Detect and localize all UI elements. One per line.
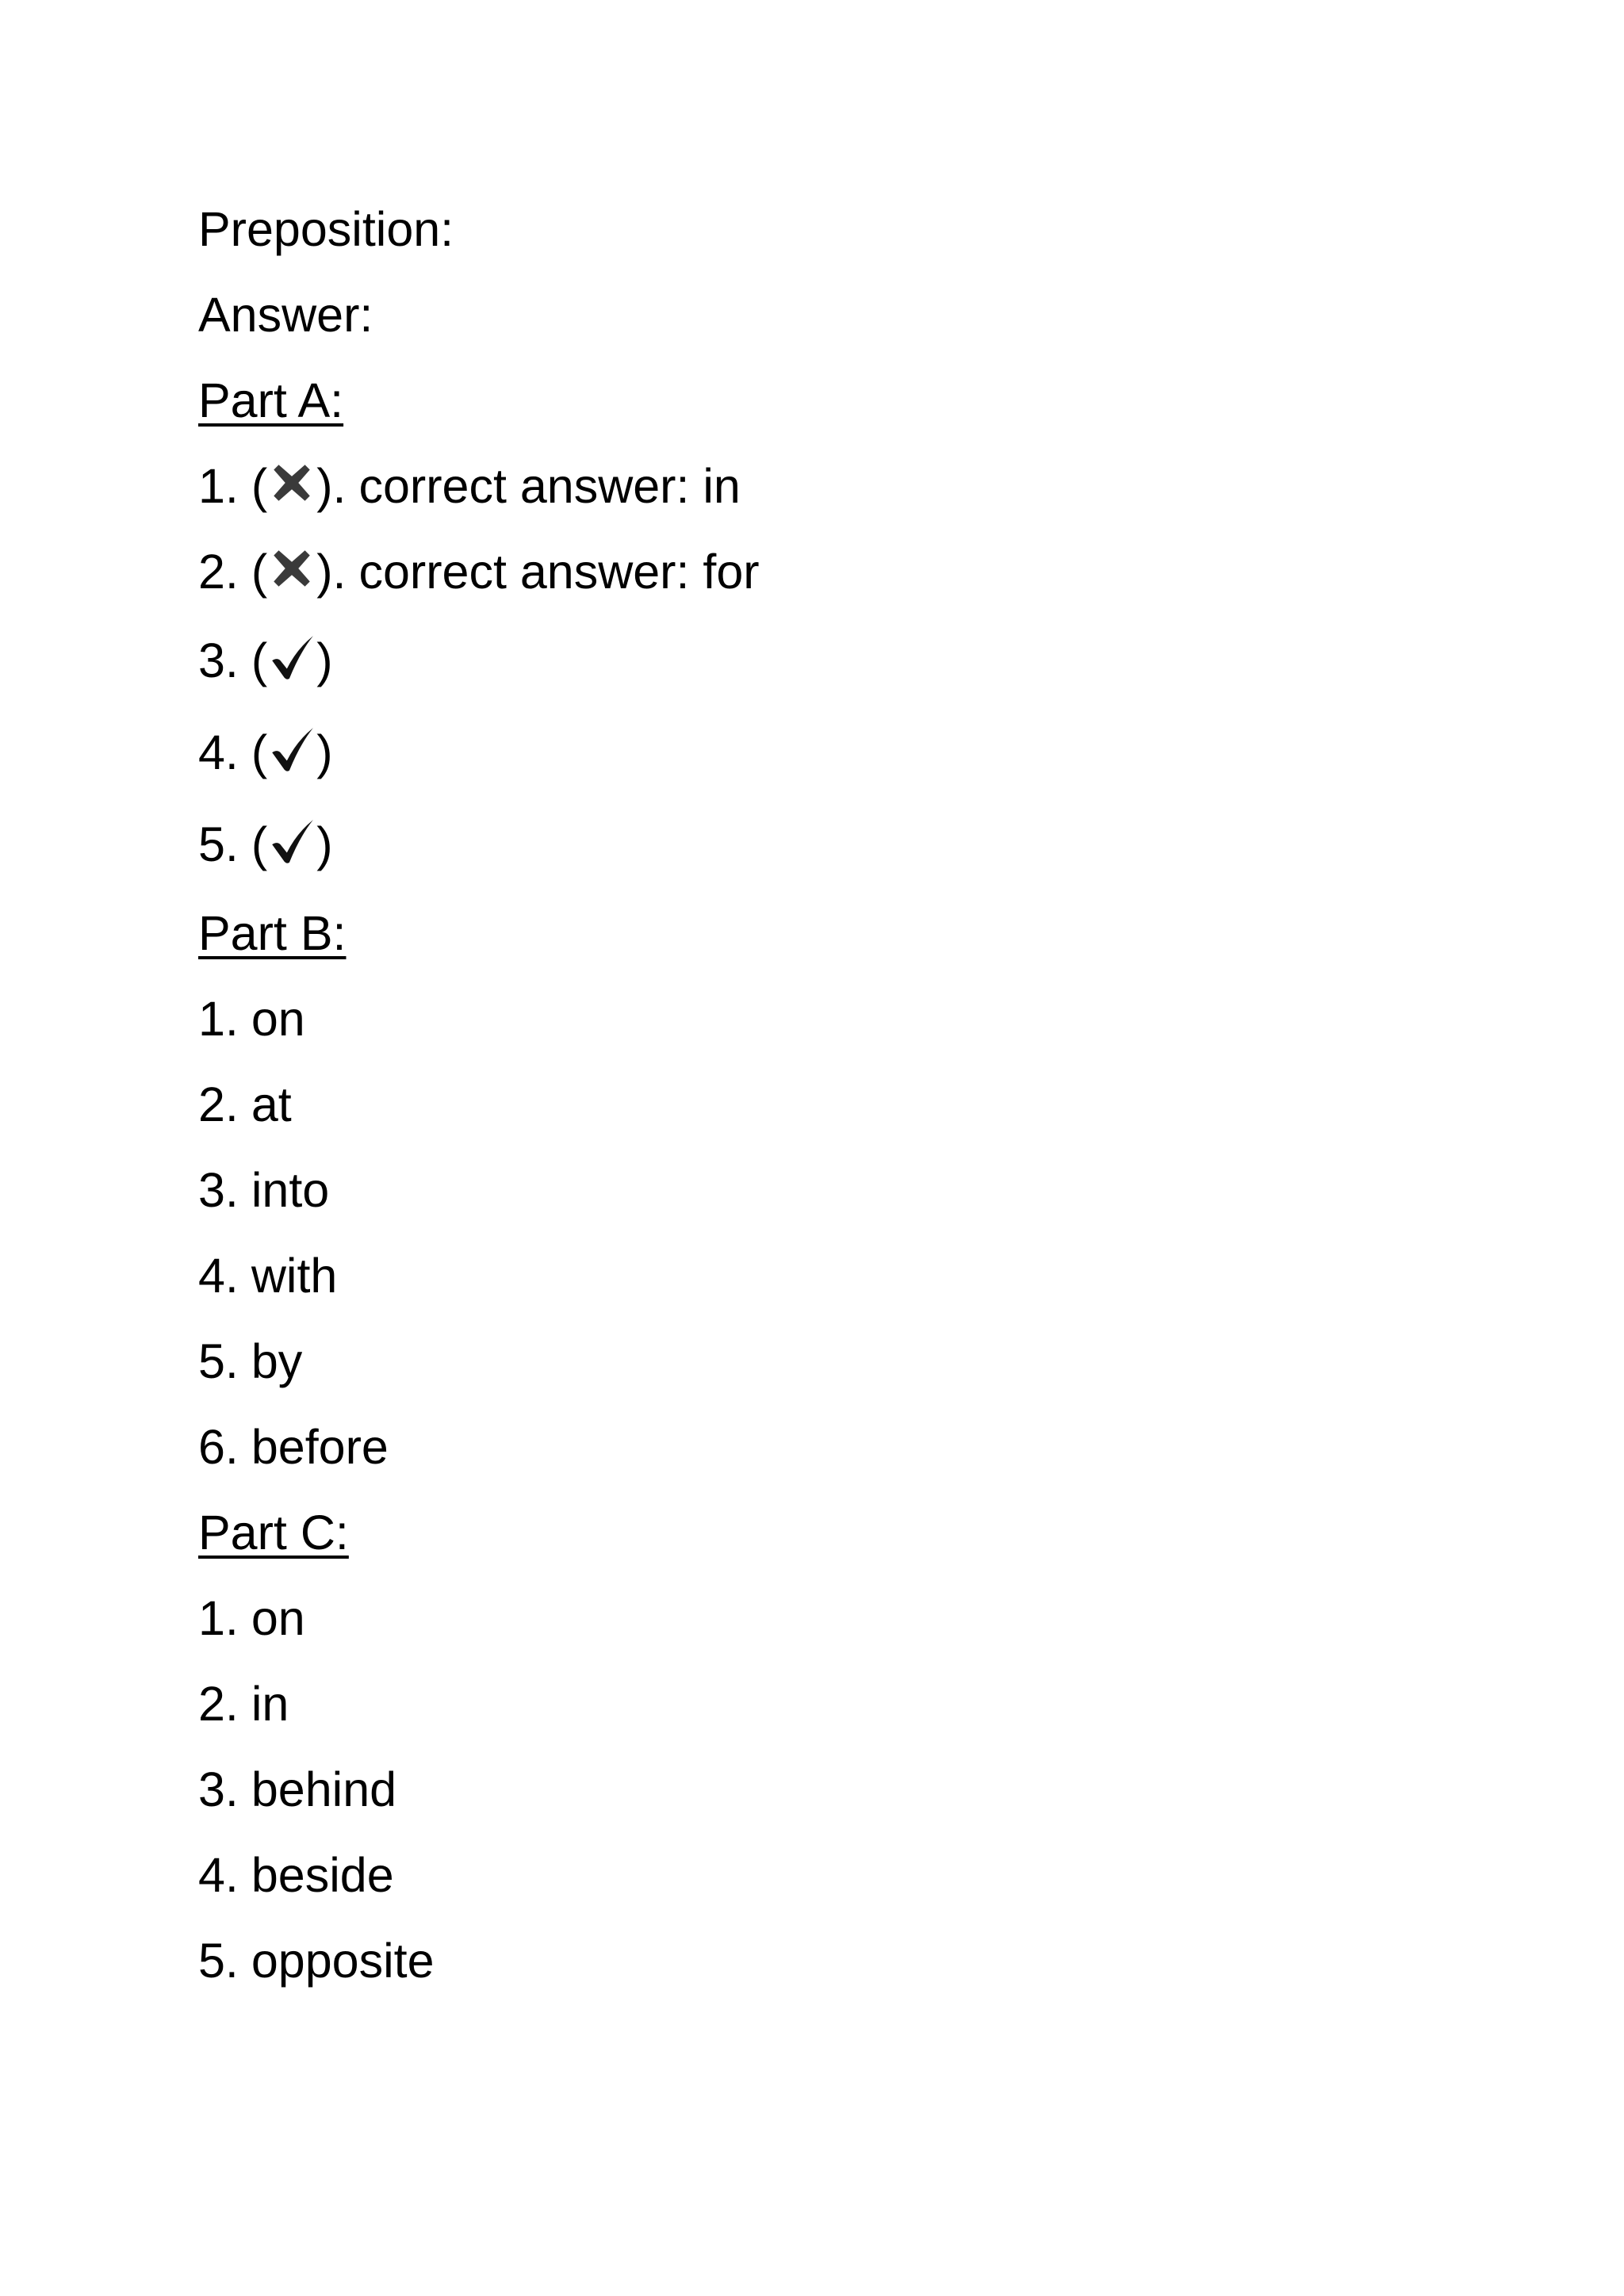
part-c-heading [198,1490,760,1575]
answer-text: on [251,1591,305,1645]
item-number: 6. [198,1420,239,1474]
item-number: 1. [198,992,239,1046]
item-number: 3. [198,1762,239,1816]
part-a-item [198,706,760,798]
item-number: 1. [198,459,239,513]
part-b-heading [198,890,760,976]
part-b-item [198,1147,760,1233]
part-c-item [198,1832,760,1918]
answer-text: with [251,1249,338,1303]
answer-label-text: Answer: [198,288,373,342]
part-b-item [198,1233,760,1318]
item-number: 2. [198,1677,239,1731]
open-paren: ( [251,725,268,779]
part-c-item [198,1661,760,1747]
part-c-heading-text: Part C: [198,1506,349,1559]
part-b-item [198,976,760,1062]
answer-text: at [251,1077,292,1131]
part-b-item [198,1404,760,1490]
part-a-item [198,443,760,529]
close-paren: ). [316,459,347,513]
answer-text: before [251,1420,389,1474]
close-paren: ) [316,725,333,779]
answer-text: on [251,992,305,1046]
answer-text: behind [251,1762,397,1816]
part-a-heading-text: Part A: [198,373,344,427]
document-title [198,186,760,272]
open-paren: ( [251,459,268,513]
part-b-heading-text: Part B: [198,906,347,960]
part-c-item [198,1918,760,2003]
title-text: Preposition: [198,202,454,256]
close-paren: ). [316,545,347,599]
answer-sheet [198,186,760,2003]
answer-label [198,272,760,358]
part-a-item [198,798,760,890]
part-b-item [198,1318,760,1404]
answer-text: beside [251,1848,394,1902]
answer-text: into [251,1163,330,1217]
check-icon [267,817,316,866]
part-b-item [198,1062,760,1147]
cross-icon [267,544,316,593]
close-paren: ) [316,633,333,687]
answer-text: opposite [251,1934,435,1988]
item-number: 2. [198,1077,239,1131]
part-a-item [198,529,760,614]
item-number: 5. [198,817,239,871]
item-number: 4. [198,725,239,779]
item-number: 3. [198,633,239,687]
part-a-heading [198,358,760,443]
item-number: 4. [198,1848,239,1902]
correct-answer-note: correct answer: for [358,545,760,599]
item-number: 4. [198,1249,239,1303]
item-number: 3. [198,1163,239,1217]
item-number: 5. [198,1934,239,1988]
close-paren: ) [316,817,333,871]
check-icon [267,633,316,682]
open-paren: ( [251,545,268,599]
item-number: 1. [198,1591,239,1645]
cross-icon [267,458,316,507]
correct-answer-note: correct answer: in [358,459,741,513]
open-paren: ( [251,633,268,687]
item-number: 5. [198,1334,239,1388]
open-paren: ( [251,817,268,871]
part-a-item [198,614,760,706]
answer-text: by [251,1334,303,1388]
check-icon [267,725,316,774]
part-c-item [198,1575,760,1661]
part-c-item [198,1747,760,1832]
answer-text: in [251,1677,289,1731]
item-number: 2. [198,545,239,599]
